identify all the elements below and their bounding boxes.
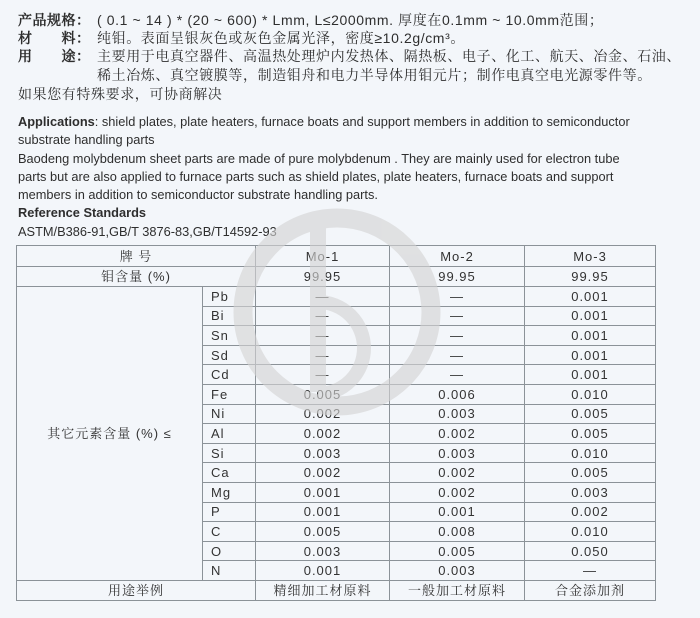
grade-header-label: 牌 号: [17, 246, 256, 267]
impurity-value: 0.001: [525, 345, 656, 365]
impurity-value: 0.002: [390, 463, 525, 483]
spec-value-material: 纯钼。表面呈银灰色或灰色金属光泽，密度≥10.2g/cm³。: [97, 30, 465, 47]
applications-text-1: : shield plates, plate heaters, furnace boats and support members in addition to semiconductor: [94, 114, 630, 129]
element-symbol: Ca: [203, 463, 256, 483]
standards-heading-text: Reference Standards: [18, 205, 147, 221]
spec-label-size: 产品规格：: [18, 12, 91, 28]
description-line-1: Baodeng molybdenum sheet parts are made of pure molybdenum . They are mainly used for electron tube: [18, 150, 620, 166]
element-symbol: Sd: [203, 345, 256, 365]
element-symbol: Mg: [203, 482, 256, 502]
impurity-value: 0.001: [256, 561, 390, 581]
impurity-value: 0.005: [256, 384, 390, 404]
element-symbol: P: [203, 502, 256, 522]
standards-list: ASTM/B386-91,GB/T 3876-83,GB/T14592-93: [18, 223, 277, 239]
applications-line-1: [18, 113, 698, 131]
impurity-value: —: [390, 287, 525, 307]
spec-label-usage: 用 途：: [18, 48, 91, 65]
impurity-value: 0.005: [390, 541, 525, 561]
spec-row-material: [18, 29, 698, 47]
spec-value-size: ( 0.1 ~ 14 ) * (20 ~ 600) * Lmm, L≤2000mm. 厚度在0.1mm ~ 10.0mm范围；: [97, 12, 604, 28]
applications-text-2: substrate handling parts: [18, 132, 155, 148]
impurity-value: —: [525, 561, 656, 581]
impurity-value: 0.002: [256, 463, 390, 483]
composition-table-body: [17, 246, 656, 601]
spec-value-usage-line-2: 稀土冶炼、真空镀膜等，制造钼舟和电力半导体用钼元片；制作电真空电光源零件等。: [97, 66, 652, 83]
impurity-value: 0.003: [256, 443, 390, 463]
impurity-value: —: [256, 345, 390, 365]
special-request-note: 如果您有特殊要求，可协商解决: [18, 85, 223, 102]
spec-row-size: [18, 11, 698, 29]
spec-value-usage-line-1: 主要用于电真空器件、高温热处理炉内发热体、隔热板、电子、化工、航天、冶金、石油、: [97, 48, 681, 65]
element-symbol: Si: [203, 443, 256, 463]
impurity-value: —: [390, 345, 525, 365]
grade-mo-1: Mo-1: [256, 246, 390, 267]
mo-content-value: 99.95: [525, 267, 656, 287]
description-line-2: parts but are also applied to furnace parts such as shield plates, plate heaters, furnace boats and support: [18, 168, 614, 184]
impurity-value: 0.003: [525, 482, 656, 502]
mo-content-row: [17, 267, 656, 287]
impurity-value: 0.003: [256, 541, 390, 561]
impurity-value: 0.003: [390, 443, 525, 463]
impurity-value: 0.006: [390, 384, 525, 404]
impurities-label: 其它元素含量 (%) ≤: [17, 287, 203, 581]
impurity-value: 0.005: [525, 424, 656, 444]
impurity-value: —: [390, 365, 525, 385]
impurity-value: —: [256, 326, 390, 346]
product-spec-section: [18, 11, 698, 103]
composition-table: [16, 245, 656, 601]
impurity-value: 0.002: [256, 404, 390, 424]
impurity-value: —: [390, 306, 525, 326]
impurity-value: 0.005: [525, 404, 656, 424]
impurity-value: 0.001: [256, 482, 390, 502]
spec-label-material: 材 料：: [18, 30, 91, 47]
usage-label: 用途举例: [17, 580, 256, 600]
description-line-3: members in addition to semiconductor substrate handling parts.: [18, 187, 378, 203]
impurity-value: 0.001: [525, 326, 656, 346]
element-symbol: O: [203, 541, 256, 561]
impurity-value: 0.002: [525, 502, 656, 522]
standards-heading: [18, 204, 698, 222]
mo-content-label: 钼含量 (%): [17, 267, 256, 287]
impurity-value: 0.008: [390, 522, 525, 542]
mo-content-value: 99.95: [256, 267, 390, 287]
element-symbol: C: [203, 522, 256, 542]
element-symbol: Al: [203, 424, 256, 444]
impurity-value: —: [256, 287, 390, 307]
spec-row-usage: [18, 47, 698, 65]
impurity-value: 0.002: [390, 482, 525, 502]
element-symbol: Bi: [203, 306, 256, 326]
impurity-value: —: [256, 365, 390, 385]
impurity-value: 0.003: [390, 561, 525, 581]
impurity-value: 0.002: [390, 424, 525, 444]
grade-mo-3: Mo-3: [525, 246, 656, 267]
element-symbol: Fe: [203, 384, 256, 404]
impurity-value: 0.001: [525, 365, 656, 385]
impurity-value: 0.003: [390, 404, 525, 424]
impurity-value: 0.050: [525, 541, 656, 561]
impurity-value: 0.010: [525, 384, 656, 404]
mo-content-value: 99.95: [390, 267, 525, 287]
element-symbol: Cd: [203, 365, 256, 385]
element-symbol: Pb: [203, 287, 256, 307]
impurity-value: 0.010: [525, 443, 656, 463]
usage-value: 精细加工材原料: [256, 580, 390, 600]
impurity-value: 0.001: [525, 287, 656, 307]
usage-row: [17, 580, 656, 600]
impurity-value: 0.001: [256, 502, 390, 522]
impurity-value: 0.002: [256, 424, 390, 444]
english-section: [18, 113, 698, 241]
usage-value: 一般加工材原料: [390, 580, 525, 600]
element-symbol: Sn: [203, 326, 256, 346]
impurity-value: —: [256, 306, 390, 326]
impurity-value: 0.001: [390, 502, 525, 522]
impurity-value: 0.001: [525, 306, 656, 326]
element-symbol: N: [203, 561, 256, 581]
spec-row-usage-cont: [18, 66, 698, 84]
impurity-value: 0.005: [256, 522, 390, 542]
applications-label: Applications: [18, 114, 95, 129]
usage-value: 合金添加剂: [525, 580, 656, 600]
impurity-value: 0.005: [525, 463, 656, 483]
element-symbol: Ni: [203, 404, 256, 424]
impurity-value: 0.010: [525, 522, 656, 542]
grade-header-row: [17, 246, 656, 267]
grade-mo-2: Mo-2: [390, 246, 525, 267]
impurity-value: —: [390, 326, 525, 346]
impurity-row: [17, 287, 656, 307]
